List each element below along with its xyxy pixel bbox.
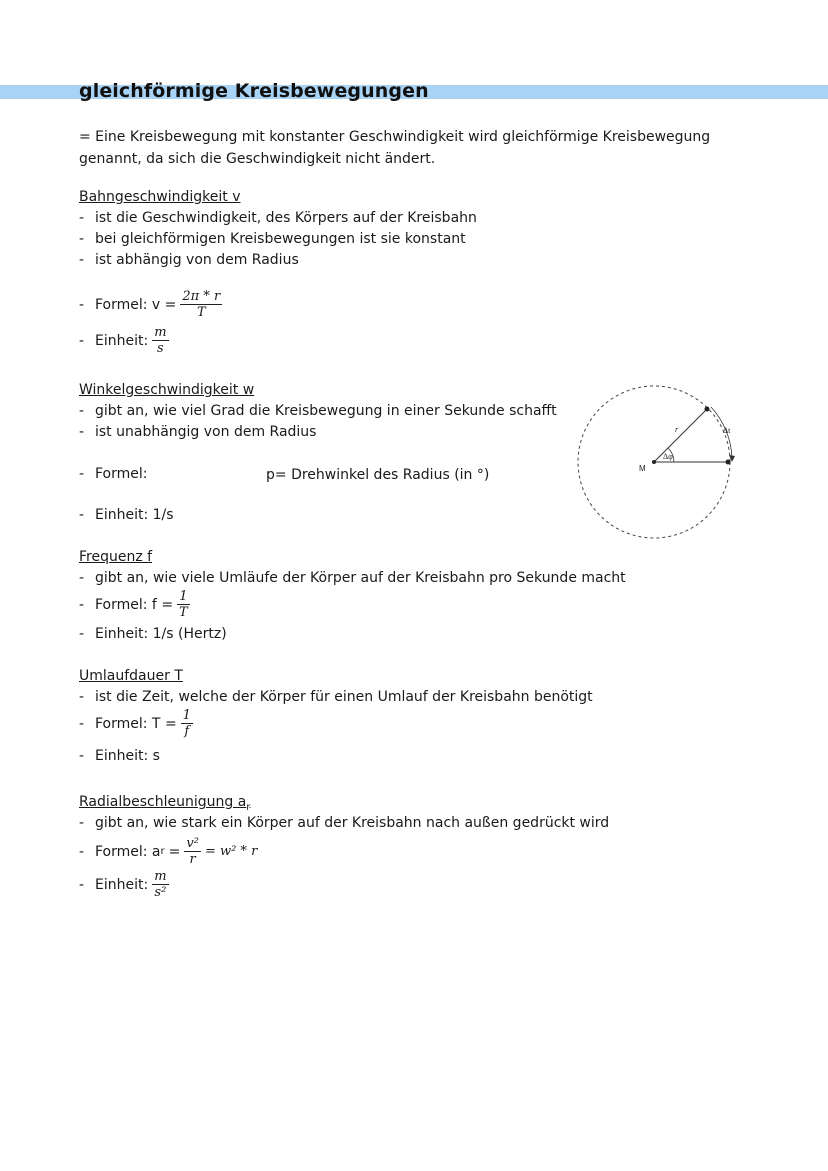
heading-bahngeschwindigkeit: Bahngeschwindigkeit v [79,189,241,205]
list-item: - gibt an, wie viele Umläufe der Körper auf der Kreisbahn pro Sekunde macht [79,570,626,586]
label-dt: Δt [723,426,731,435]
list-item: - ist abhängig von dem Radius [79,252,299,268]
formula-umlauf: - Formel: T = $\frac{1}{f}$ [79,708,191,739]
unit-radial: - Einheit: $\frac{m}{\text{s²}}$ [79,869,167,900]
list-item: - bei gleichförmigen Kreisbewegungen ist sie konstant [79,231,466,247]
center-point [652,460,656,464]
body-point-end [726,460,731,465]
list-item: - gibt an, wie viel Grad die Kreisbewegung in einer Sekunde schafft [79,403,557,419]
unit-winkel: - Einheit: 1/s [79,507,174,523]
formula-note: p= Drehwinkel des Radius (in °) [266,467,490,483]
list-item: - ist unabhängig von dem Radius [79,424,317,440]
label-dphi: Δφ [663,452,673,461]
label-m: M [639,464,646,473]
unit-bahn: - Einheit: $\frac{m}{s}$ [79,325,167,356]
label-r: r [675,425,679,434]
unit-frequenz: - Einheit: 1/s (Hertz) [79,626,227,642]
heading-frequenz: Frequenz f [79,549,153,565]
unit-umlauf: - Einheit: s [79,748,160,764]
heading-winkelgeschwindigkeit: Winkelgeschwindigkeit w [79,382,255,398]
list-item: - ist die Zeit, welche der Körper für einen Umlauf der Kreisbahn benötigt [79,689,593,705]
formula-bahn: - Formel: v = $\frac{2\pi * r}{T}$ [79,289,221,320]
heading-umlaufdauer: Umlaufdauer T [79,668,183,684]
list-item: - gibt an, wie stark ein Körper auf der Kreisbahn nach außen gedrückt wird [79,815,610,831]
formula-radial: - Formel: a r = $\frac{\text{v²}}{r}$ = w² * r [79,836,258,867]
formula-winkel: - Formel: [79,466,148,482]
intro-text: = Eine Kreisbewegung mit konstanter Geschwindigkeit wird gleichförmige Kreisbewegung genannt, da sich die Geschwindigkeit nicht ändert. [79,129,711,167]
body-point-start [705,407,710,412]
list-item: - ist die Geschwindigkeit, des Körpers auf der Kreisbahn [79,210,477,226]
circle-diagram [566,376,758,544]
formula-frequenz: - Formel: f = $\frac{1}{T}$ [79,589,188,620]
heading-radialbeschleunigung: Radialbeschleunigung $a_r$ [79,794,251,813]
page-title: gleichförmige Kreisbewegungen [79,80,429,102]
radius-line-diagonal [654,409,707,462]
